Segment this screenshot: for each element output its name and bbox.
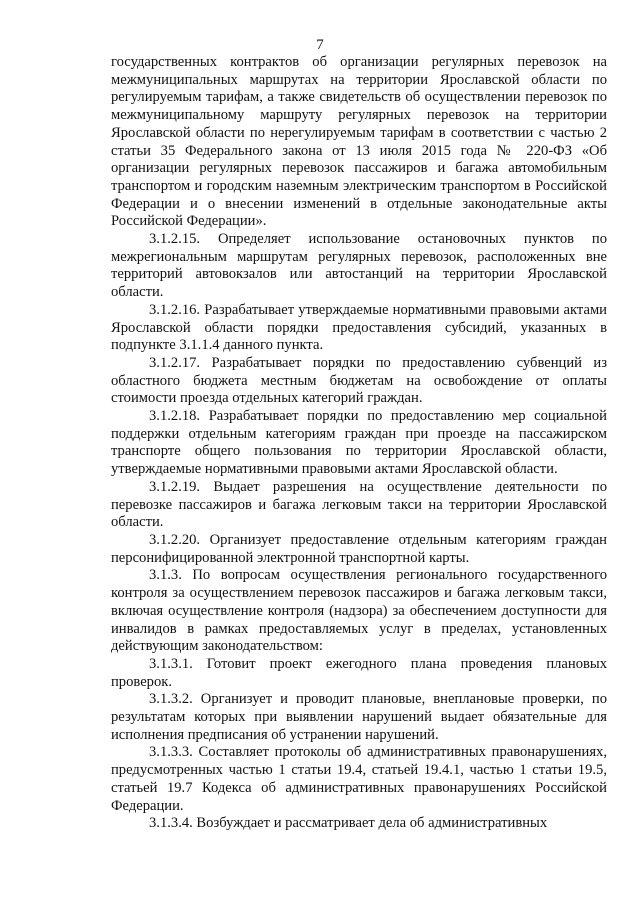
paragraph-3-1-3-2: 3.1.3.2. Организует и проводит плановые, внеплановые проверки, по результатам которых при выявлении нарушений выдает обязательные для исполнения предписания об устранении нарушений. bbox=[111, 691, 607, 743]
paragraph-3-1-2-15: 3.1.2.15. Определяет использование остановочных пунктов по межрегиональным маршрутам регулярных перевозок, расположенных вне территорий автовокзалов или автостанций на территории Ярославской области. bbox=[111, 231, 607, 301]
document-body bbox=[111, 54, 607, 833]
paragraph-3-1-3-4: 3.1.3.4. Возбуждает и рассматривает дела об административных bbox=[149, 815, 548, 832]
paragraph-3-1-2-19: 3.1.2.19. Выдает разрешения на осуществление деятельности по перевозке пассажиров и багажа легковым такси на территории Ярославской области. bbox=[111, 478, 607, 531]
paragraph-3-1-2-18: 3.1.2.18. Разрабатывает порядки по предоставлению мер социальной поддержки отдельным категориям граждан при проезде на пассажирском транспорте общего пользования по территории Ярославской области, утверждаемые нормативными правовыми актами Ярославской области. bbox=[111, 408, 607, 478]
paragraph-3-1-2-16: 3.1.2.16. Разрабатывает утверждаемые нормативными правовыми актами Ярославской области порядки предоставления субсидий, указанных в подпункте 3.1.1.4 данного пункта. bbox=[111, 301, 607, 354]
paragraph-continuation: государственных контрактов об организации регулярных перевозок на межмуниципальных маршрутах на территории Ярославской области по регулируемым тарифам, а также свидетельств об осуществлении перевозок по межмуниципальному маршруту регулярных перевозок на территории Ярославской области по нерегулируемым тарифам в соответствии с частью 2 статьи 35 Федерального закона от 13 июля 2015 года № 220-ФЗ «Об организации регулярных перевозок пассажиров и багажа автомобильным транспортом и городским наземным электрическим транспортом в Российской Федерации и о внесении изменений в отдельные законодательные акты Российской Федерации». bbox=[111, 54, 607, 230]
paragraph-3-1-2-20: 3.1.2.20. Организует предоставление отдельным категориям граждан персонифицированной электронной транспортной карты. bbox=[111, 531, 607, 566]
paragraph-3-1-2-17: 3.1.2.17. Разрабатывает порядки по предоставлению субвенций из областного бюджета местным бюджетам на освобождение от оплаты стоимости проезда отдельных категорий граждан. bbox=[111, 354, 607, 407]
paragraph-3-1-3-1: 3.1.3.1. Готовит проект ежегодного плана проведения плановых проверок. bbox=[111, 655, 607, 690]
page-number: 7 bbox=[316, 37, 324, 53]
paragraph-3-1-3: 3.1.3. По вопросам осуществления регионального государственного контроля за осуществлением перевозок пассажиров и багажа легковым такси, включая осуществление контроля (надзора) за обеспечением доступности для инвалидов в рамках предоставляемых услуг в пределах, установленных действующим законодательством: bbox=[111, 567, 607, 655]
paragraph-3-1-3-3: 3.1.3.3. Составляет протоколы об административных правонарушениях, предусмотренных частью 1 статьи 19.4, статьей 19.4.1, частью 1 статьи 19.5, статьей 19.7 Кодекса об административных правонарушениях Российской Федерации. bbox=[111, 744, 607, 814]
